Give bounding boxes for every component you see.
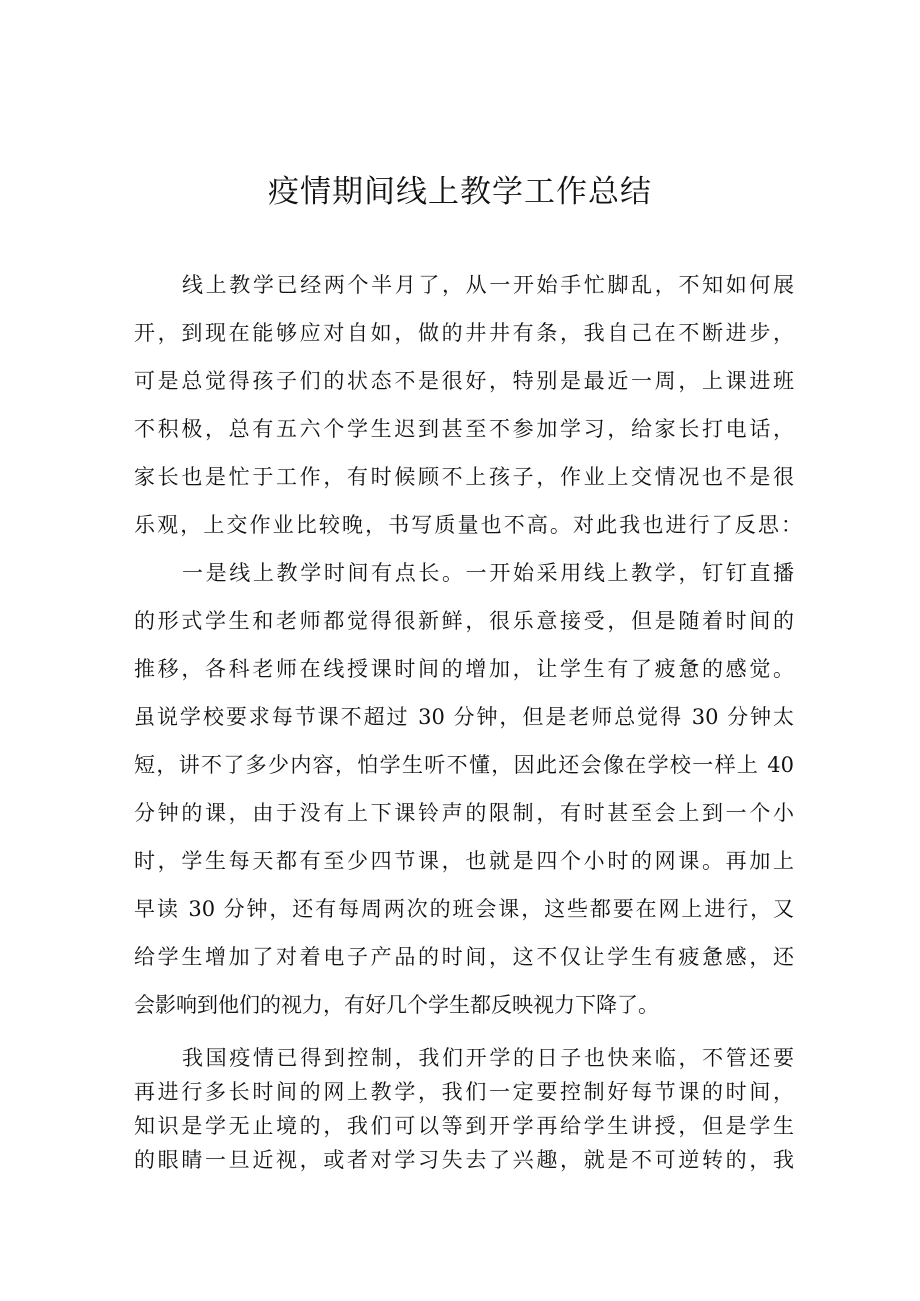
paragraph-line: 分钟的课，由于没有上下课铃声的限制，有时甚至会上到一个小	[134, 801, 794, 825]
paragraph-line: 知识是学无止境的，我们可以等到开学再给学生讲授，但是学生	[134, 1114, 794, 1138]
paragraph-line: 不积极，总有五六个学生迟到甚至不参加学习，给家长打电话，	[134, 417, 794, 441]
paragraph-line: 时，学生每天都有至少四节课，也就是四个小时的网课。再加上	[134, 849, 794, 873]
paragraph-line: 给学生增加了对着电子产品的时间，这不仅让学生有疲惫感，还	[134, 945, 794, 969]
paragraph-line: 早读 30 分钟，还有每周两次的班会课，这些都要在网上进行，又	[134, 897, 794, 921]
paragraph-line: 线上教学已经两个半月了，从一开始手忙脚乱，不知如何展	[182, 273, 794, 297]
paragraph-line: 开，到现在能够应对自如，做的井井有条，我自己在不断进步，	[134, 321, 794, 345]
paragraph-line: 推移，各科老师在线授课时间的增加，让学生有了疲惫的感觉。	[134, 657, 794, 681]
paragraph-line: 虽说学校要求每节课不超过 30 分钟，但是老师总觉得 30 分钟太	[134, 705, 794, 729]
paragraph-line: 我国疫情已得到控制，我们开学的日子也快来临，不管还要	[182, 1046, 794, 1070]
paragraph-line: 会影响到他们的视力，有好几个学生都反映视力下降了。	[134, 993, 659, 1017]
paragraph-line: 一是线上教学时间有点长。一开始采用线上教学，钉钉直播	[182, 561, 794, 585]
paragraph-line: 短，讲不了多少内容，怕学生听不懂，因此还会像在学校一样上 40	[134, 753, 794, 777]
paragraph-line: 的眼睛一旦近视，或者对学习失去了兴趣，就是不可逆转的，我	[134, 1148, 794, 1172]
paragraph-line: 可是总觉得孩子们的状态不是很好，特别是最近一周，上课进班	[134, 369, 794, 393]
paragraph-line: 家长也是忙于工作，有时候顾不上孩子，作业上交情况也不是很	[134, 465, 794, 489]
paragraph-line: 乐观，上交作业比较晚，书写质量也不高。对此我也进行了反思：	[134, 513, 802, 537]
paragraph-line: 再进行多长时间的网上教学，我们一定要控制好每节课的时间，	[134, 1080, 794, 1104]
paragraph-line: 的形式学生和老师都觉得很新鲜，很乐意接受，但是随着时间的	[134, 609, 794, 633]
document-title: 疫情期间线上教学工作总结	[268, 174, 652, 210]
